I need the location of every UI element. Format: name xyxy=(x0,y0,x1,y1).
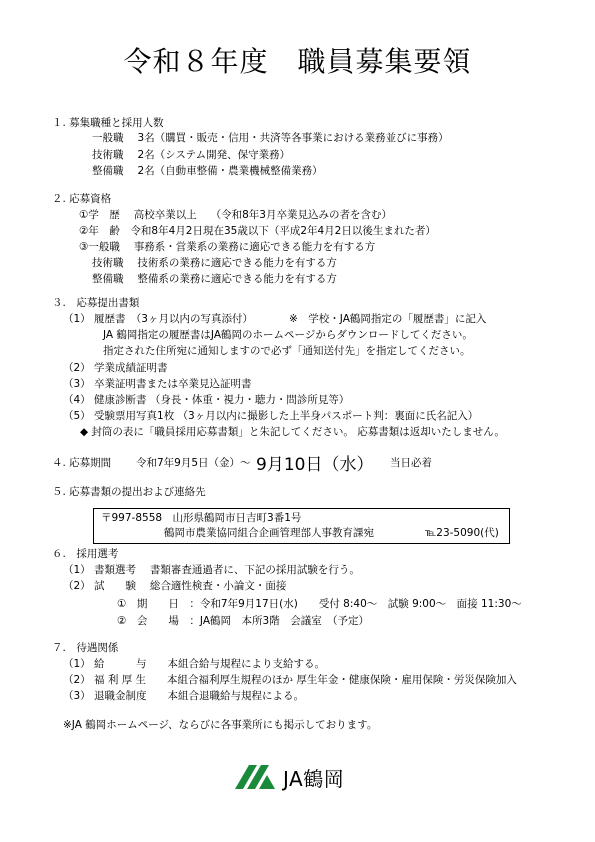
job-type-label: 技術職 xyxy=(92,149,124,161)
application-start: 令和7年9月5日（金）～ xyxy=(136,457,251,469)
benefit-salary: （1） 給 与 本組合給与規程により支給する。 xyxy=(63,658,326,670)
section-5-heading: ５. 応募書類の提出および連絡先 xyxy=(52,486,206,498)
section-7-heading: ７. 待遇関係 xyxy=(52,642,119,654)
footer-note: ※JA 鶴岡ホームページ、ならびに各事業所にも掲示しております。 xyxy=(63,719,378,731)
doc-envelope-note: ◆ 封筒の表に「職員採用応募書類」と朱記してください。 応募書類は返却いたしません。 xyxy=(80,426,505,438)
section-4-heading: ４. 応募期間 xyxy=(52,457,112,469)
job-type-row xyxy=(92,149,290,162)
doc-health-certificate: （4） 健康診断書 （身長・体重・視力・聴力・問診所見等） xyxy=(63,394,350,406)
exam-date: ① 期 日 ：令和7年9月17日(水) 受付 8:40～ 試験 9:00～ 面接 11:30～ xyxy=(117,598,522,610)
benefit-retirement: （3） 退職金制度 本組合退職給与規程による。 xyxy=(63,690,305,702)
logo-text: JA鶴岡 xyxy=(283,767,345,791)
section-6-heading: ６. 採用選考 xyxy=(52,548,119,560)
exam-venue: ② 会 場 ：JA鶴岡 本所3階 会議室 （予定） xyxy=(117,615,369,627)
job-type-text: 2名（システム開発、保守業務） xyxy=(137,149,291,161)
application-deadline-note: 当日必着 xyxy=(390,457,432,469)
doc-resume: （1） 履歴書 （3ヶ月以内の写真添付） xyxy=(63,313,253,325)
ja-leaf-logo-icon xyxy=(231,763,279,791)
doc-transcript: （2） 学業成績証明書 xyxy=(63,362,168,374)
qualification-general: ③一般職 事務系・営業系の業務に適応できる能力を有する方 xyxy=(79,241,376,253)
section-2-heading: ２. 応募資格 xyxy=(52,193,112,205)
qualification-maintenance: 整備職 整備系の業務に適応できる能力を有する方 xyxy=(92,273,337,285)
contact-tel: ℡23-5090(代) xyxy=(425,527,499,539)
job-type-label: 一般職 xyxy=(92,132,124,144)
doc-photo: （5） 受験票用写真1枚 （3ヶ月以内に撮影した上半身パスポート判：裏面に氏名記入） xyxy=(63,410,479,422)
contact-recipient: 鶴岡市農業協同組合企画管理部人事教育課宛 xyxy=(164,527,374,539)
qualification-technical: 技術職 技術系の業務に適応できる能力を有する方 xyxy=(92,257,337,269)
selection-exam: （2） 試 験 総合適性検査・小論文・面接 xyxy=(63,580,287,592)
job-type-row xyxy=(92,165,323,178)
section-3-heading: ３. 応募提出書類 xyxy=(52,297,140,309)
doc-resume-download: JA 鶴岡指定の履歴書はJA鶴岡のホームページからダウンロードしてください。 xyxy=(103,329,473,341)
job-type-text: 2名（自動車整備・農業機械整備業務） xyxy=(137,165,323,177)
job-type-row xyxy=(92,132,449,145)
doc-resume-note: ※ 学校・JA鶴岡指定の「履歴書」に記入 xyxy=(289,313,487,325)
contact-address: 〒997-8558 山形県鶴岡市日吉町3番1号 xyxy=(101,512,302,524)
doc-resume-address: 指定された住所宛に通知しますので必ず「通知送付先」を指定してください。 xyxy=(103,345,471,357)
page-title: 令和８年度 職員募集要領 xyxy=(123,45,472,78)
qualification-age: ②年 齢 令和8年4月2日現在35歳以下（平成2年4月2日以後生まれた者） xyxy=(79,225,436,237)
doc-graduation-certificate: （3） 卒業証明書または卒業見込証明書 xyxy=(63,378,252,390)
application-deadline: 9月10日（水） xyxy=(256,455,374,475)
job-type-text: 3名（購買・販売・信用・共済等各事業における業務並びに事務） xyxy=(137,132,449,144)
job-type-label: 整備職 xyxy=(92,165,124,177)
section-1-heading: １. 募集職種と採用人数 xyxy=(52,117,164,129)
benefit-welfare: （2） 福 利 厚 生 本組合福利厚生規程のほか 厚生年金・健康保険・雇用保険・労災保険加入 xyxy=(63,674,517,686)
qualification-education: ①学 歴 高校卒業以上 （令和8年3月卒業見込みの者を含む） xyxy=(79,209,392,221)
selection-document: （1） 書類選考 書類審査通過者に、下記の採用試験を行う。 xyxy=(63,564,360,576)
